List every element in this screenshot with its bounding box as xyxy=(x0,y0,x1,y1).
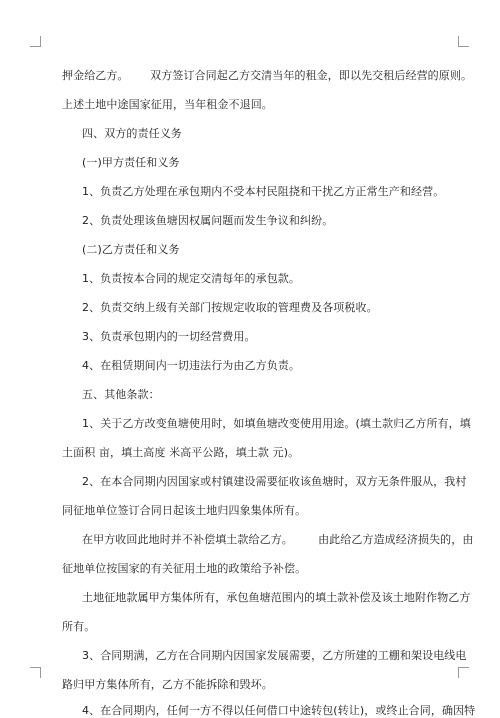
section-heading: 四、双方的责任义务 xyxy=(82,127,182,140)
paragraph-line: 1、关于乙方改变鱼塘使用时，如填鱼塘改变使用用途。(填土款归乙方所有，填 xyxy=(82,417,471,430)
paragraph-line: 1、负责乙方处理在承包期内不受本村民阻挠和干扰乙方正常生产和经营。 xyxy=(82,185,445,198)
section-heading: 五、其他条款： xyxy=(82,388,160,401)
paragraph-line: 1、负责按本合同的规定交清每年的承包款。 xyxy=(82,272,300,285)
crop-mark-top-left xyxy=(30,36,41,47)
paragraph-line: 土面积 亩，填土高度 米高平公路，填土款 元)。 xyxy=(62,446,300,459)
paragraph-line: 押金给乙方。 双方签订合同起乙方交清当年的租金，即以先交租后经营的原则。 xyxy=(62,69,473,82)
subsection-heading: (一)甲方责任和义务 xyxy=(82,156,180,169)
paragraph-line: 2、在本合同期内因国家或村镇建设需要征收该鱼塘时，双方无条件服从，我村 xyxy=(82,475,467,488)
paragraph-line: 2、负责处理该鱼塘因权属问题而发生争议和纠纷。 xyxy=(82,214,334,227)
paragraph-line: 3、负责承包期内的一切经营费用。 xyxy=(82,330,256,343)
paragraph-line: 土地征地款属甲方集体所有，承包鱼塘范围内的填土款补偿及该土地附作物乙方 xyxy=(82,591,471,604)
crop-mark-top-right xyxy=(458,36,469,47)
paragraph-line: 4、在租赁期间内一切违法行为由乙方负责。 xyxy=(82,359,300,372)
paragraph-line: 3、合同期满，乙方在合同期内因国家发展需要，乙方所建的工棚和架设电线电 xyxy=(82,649,467,662)
paragraph-line: 在甲方收回此地时并不补偿填土款给乙方。 由此给乙方造成经济损失的，由 xyxy=(82,533,474,546)
paragraph-line: 同征地单位签订合同日起该土地归四象集体所有。 xyxy=(62,504,307,517)
crop-mark-bottom-left xyxy=(30,667,41,678)
paragraph-line: 4、在合同期内，任何一方不得以任何借口中途转包(转让)，或终止合同，确因特 xyxy=(82,704,476,717)
crop-mark-bottom-right xyxy=(458,667,469,678)
paragraph-line: 所有。 xyxy=(62,620,96,633)
paragraph-line: 2、负责交纳上级有关部门按规定收取的管理费及各项税收。 xyxy=(82,301,378,314)
subsection-heading: (二)乙方责任和义务 xyxy=(82,243,180,256)
paragraph-line: 路归甲方集体所有，乙方不能拆除和毁坏。 xyxy=(62,678,273,691)
paragraph-line: 上述土地中途国家征用，当年租金不退回。 xyxy=(62,98,273,111)
paragraph-line: 征地单位按国家的有关征用土地的政策给予补偿。 xyxy=(62,562,307,575)
